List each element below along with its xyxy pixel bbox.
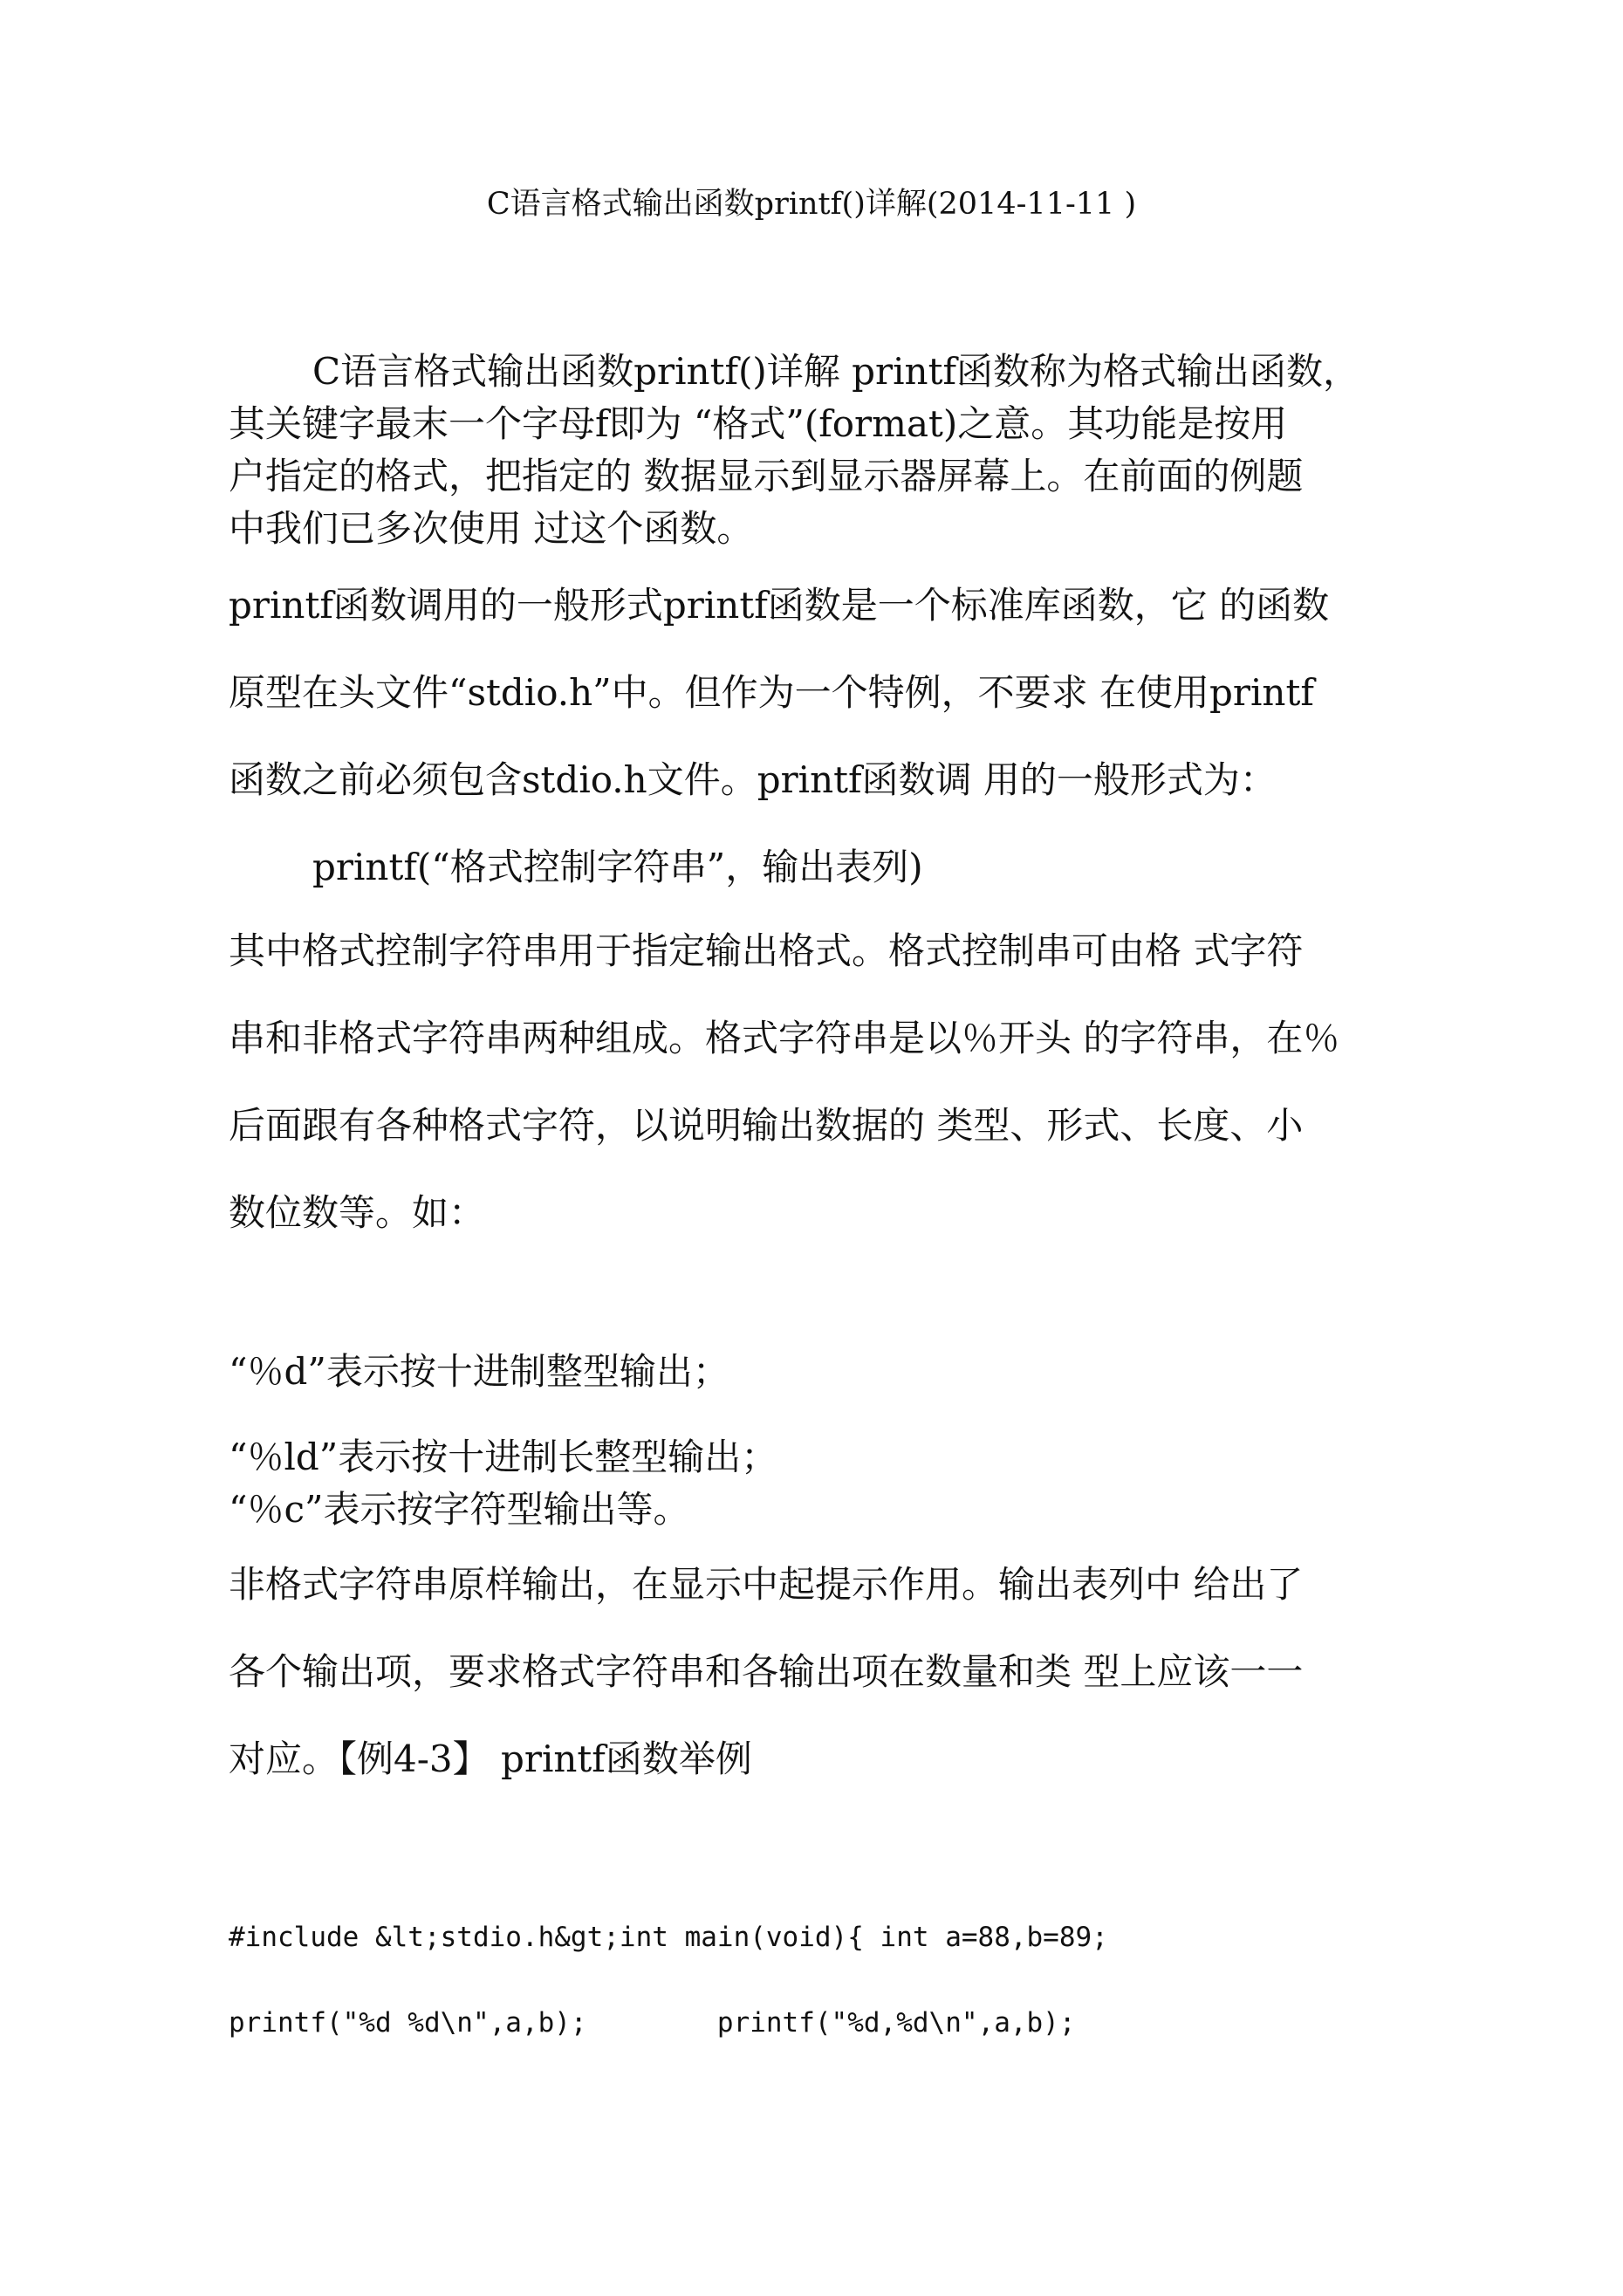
general-form-line: 原型在头文件“stdio.h”中。但作为一个特例，不要求 在使用printf — [229, 671, 1314, 714]
non-format-line: 对应。【例4-3】 printf函数举例 — [229, 1737, 752, 1780]
format-example-item: “％ld”表示按十进制长整型输出； — [229, 1436, 778, 1478]
code-line: #include &lt;stdio.h&gt;int main(void){ int a=88,b=89; — [229, 1922, 1108, 1953]
general-form-line: printf函数调用的一般形式printf函数是一个标准库函数，它 的函数 — [229, 584, 1330, 627]
general-form-line: 函数之前必须包含stdio.h文件。printf函数调 用的一般形式为： — [229, 758, 1277, 801]
format-example-item: “％d”表示按十进制整型输出； — [229, 1350, 729, 1393]
non-format-line: 各个输出项，要求格式字符串和各输出项在数量和类 型上应该一一 — [229, 1650, 1304, 1693]
format-description-line: 后面跟有各种格式字符，以说明输出数据的 类型、形式、长度、小 — [229, 1104, 1304, 1147]
intro-line: 其关键字最末一个字母f即为 “格式”(format)之意。其功能是按用 — [229, 402, 1288, 445]
intro-line: C语言格式输出函数printf()详解 printf函数称为格式输出函数， — [312, 350, 1359, 393]
format-description-line: 数位数等。如： — [229, 1191, 486, 1234]
intro-line: 中我们已多次使用 过这个函数。 — [229, 507, 754, 550]
document-title: C语言格式输出函数printf()详解(2014-11-11 ) — [486, 187, 1137, 222]
code-line: printf("%d %d\n",a,b); printf("%d,%d\n",a,b); — [229, 2007, 1076, 2039]
format-description-line: 串和非格式字符串两种组成。格式字符串是以％开头 的字符串，在％ — [229, 1017, 1340, 1059]
non-format-line: 非格式字符串原样输出，在显示中起提示作用。输出表列中 给出了 — [229, 1563, 1304, 1606]
printf-syntax: printf(“格式控制字符串”，输出表列) — [312, 846, 923, 888]
format-description-line: 其中格式控制字符串用于指定输出格式。格式控制串可由格 式字符 — [229, 929, 1304, 972]
format-example-item: “％c”表示按字符型输出等。 — [229, 1488, 690, 1531]
intro-line: 户指定的格式，把指定的 数据显示到显示器屏幕上。在前面的例题 — [229, 455, 1304, 497]
